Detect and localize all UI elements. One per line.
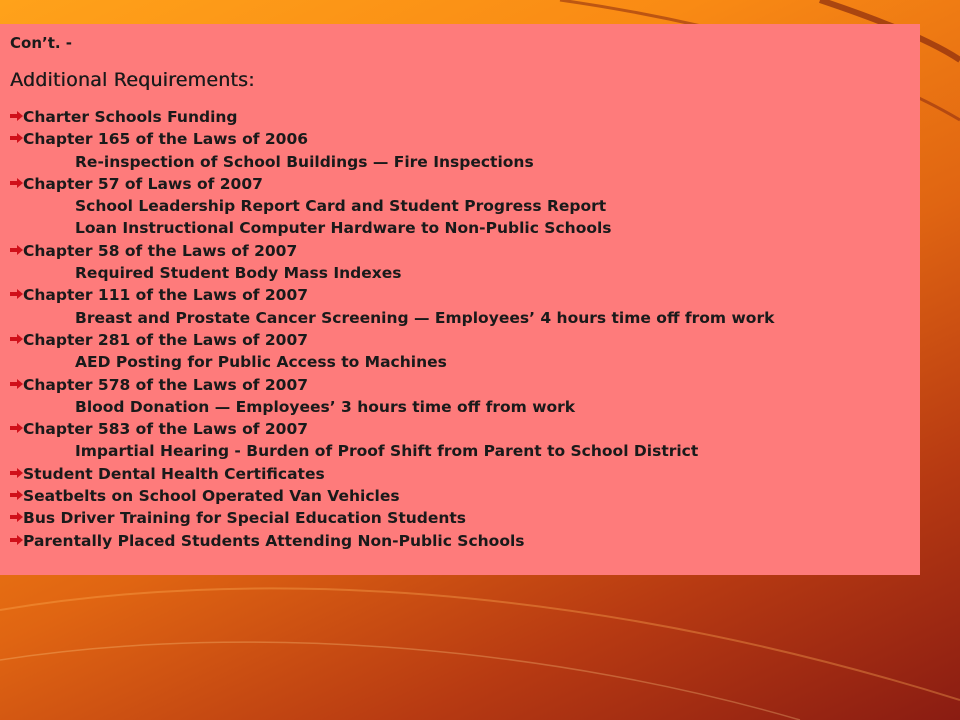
requirements-list [10, 106, 910, 552]
red-arrow-icon [10, 512, 23, 522]
list-item [10, 240, 910, 262]
red-arrow-icon [10, 334, 23, 344]
list-item-text: Chapter 578 of the Laws of 2007 [23, 375, 309, 394]
list-item [10, 507, 910, 529]
red-arrow-icon [10, 535, 23, 545]
red-arrow-icon [10, 490, 23, 500]
list-item [10, 106, 910, 128]
red-arrow-icon [10, 178, 23, 188]
list-item [10, 128, 910, 150]
list-item [10, 374, 910, 396]
list-item-text: Chapter 583 of the Laws of 2007 [23, 420, 309, 439]
red-arrow-icon [10, 111, 23, 121]
list-item-text: School Leadership Report Card and Student Progress Report [75, 197, 607, 216]
list-item [10, 329, 910, 351]
list-item-text: Loan Instructional Computer Hardware to Non-Public Schools [75, 219, 612, 238]
red-arrow-icon [10, 133, 23, 143]
slide-heading: Additional Requirements: [10, 69, 255, 91]
sub-list-item [10, 195, 910, 217]
list-item-text: Re-inspection of School Buildings — Fire Inspections [75, 152, 534, 171]
list-item-text: Impartial Hearing - Burden of Proof Shift from Parent to School District [75, 442, 699, 461]
red-arrow-icon [10, 379, 23, 389]
list-item-text: Chapter 281 of the Laws of 2007 [23, 330, 309, 349]
list-item-text: Blood Donation — Employees’ 3 hours time off from work [75, 397, 576, 416]
list-item-text: Student Dental Health Certificates [23, 464, 325, 483]
list-item-text: Bus Driver Training for Special Education Students [23, 509, 467, 528]
list-item [10, 463, 910, 485]
list-item [10, 418, 910, 440]
list-item-text: Chapter 57 of Laws of 2007 [23, 174, 263, 193]
list-item-text: Charter Schools Funding [23, 108, 238, 126]
list-item [10, 173, 910, 195]
list-item-text: Breast and Prostate Cancer Screening — Employees’ 4 hours time off from work [75, 308, 775, 327]
red-arrow-icon [10, 245, 23, 255]
sub-list-item [10, 151, 910, 173]
list-item [10, 485, 910, 507]
list-item-text: Required Student Body Mass Indexes [75, 264, 402, 283]
sub-list-item [10, 440, 910, 462]
sub-list-item [10, 396, 910, 418]
red-arrow-icon [10, 468, 23, 478]
sub-list-item [10, 307, 910, 329]
red-arrow-icon [10, 423, 23, 433]
list-item-text: Chapter 111 of the Laws of 2007 [23, 286, 309, 305]
list-item-text: Chapter 58 of the Laws of 2007 [23, 241, 298, 260]
list-item-text: Chapter 165 of the Laws of 2006 [23, 130, 309, 149]
list-item-text: Parentally Placed Students Attending Non-Public Schools [23, 531, 525, 550]
list-item [10, 530, 910, 552]
list-item-text: AED Posting for Public Access to Machines [75, 353, 447, 372]
sub-list-item [10, 217, 910, 239]
continued-label: Con’t. - [10, 34, 73, 52]
list-item-text: Seatbelts on School Operated Van Vehicles [23, 487, 400, 506]
red-arrow-icon [10, 289, 23, 299]
sub-list-item [10, 262, 910, 284]
sub-list-item [10, 351, 910, 373]
list-item [10, 284, 910, 306]
content-panel [0, 24, 920, 575]
